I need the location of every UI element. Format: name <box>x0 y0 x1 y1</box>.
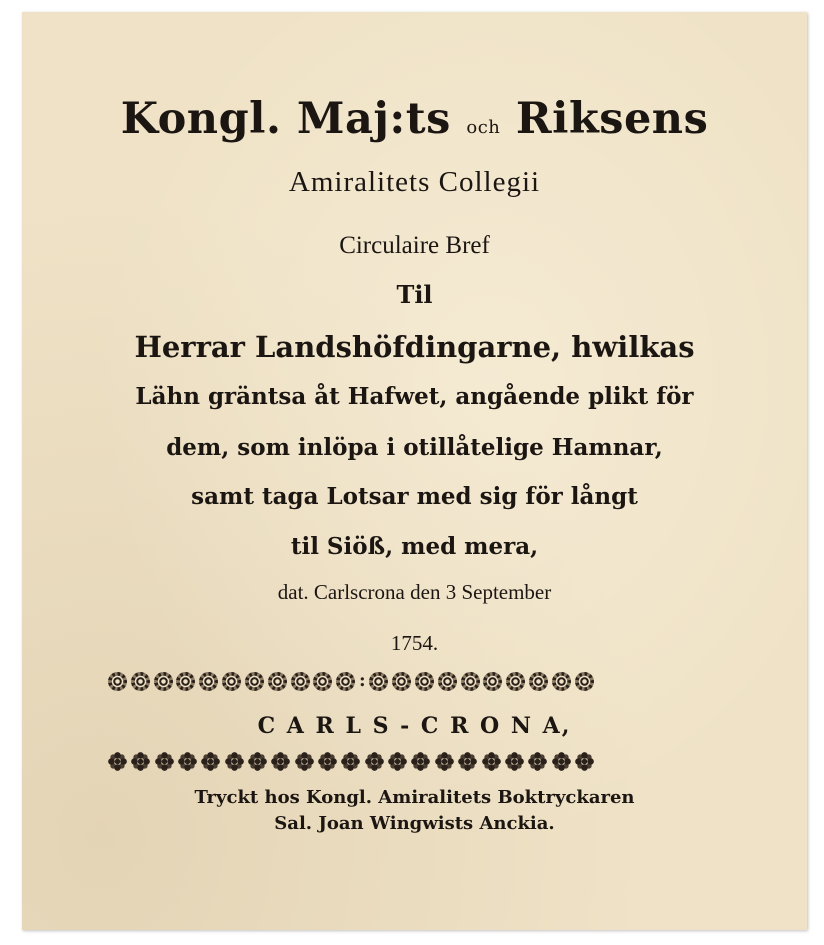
title-och: och <box>466 117 501 138</box>
fleuron-ornament <box>341 752 360 771</box>
imprint-line-2: Sal. Joan Wingwists Anckia. <box>274 813 555 834</box>
fleuron-ornament <box>154 672 173 691</box>
place-line: C A R L S - C R O N A, <box>257 713 572 739</box>
fleuron-ornament <box>176 672 195 691</box>
body-line-5: til Siöß, med mera, <box>290 533 539 560</box>
fleuron-ornament <box>108 672 127 691</box>
body-line-3: dem, som inlöpa i otillåtelige Hamnar, <box>166 434 663 461</box>
body-line-4: samt taga Lotsar med sig för långt <box>191 483 638 510</box>
til-line: Til <box>396 280 433 309</box>
ornament-separator: : <box>358 670 366 691</box>
fleuron-ornament <box>248 752 267 771</box>
body-line-2: Lähn gräntsa åt Hafwet, angående plikt för <box>135 383 694 410</box>
fleuron-ornament <box>392 672 411 691</box>
fleuron-ornament <box>411 752 430 771</box>
fleuron-ornament <box>528 752 547 771</box>
fleuron-ornament <box>415 672 434 691</box>
title-line <box>22 94 807 144</box>
fleuron-ornament <box>505 752 524 771</box>
fleuron-ornament <box>295 752 314 771</box>
fleuron-ornament <box>575 752 594 771</box>
fleuron-ornament <box>336 672 355 691</box>
dateline: dat. Carlscrona den 3 September <box>277 580 552 604</box>
fleuron-ornament <box>435 752 454 771</box>
title-part2: Riksens <box>515 94 709 144</box>
fleuron-ornament <box>365 752 384 771</box>
fleuron-ornament <box>108 752 127 771</box>
fleuron-ornament <box>458 752 477 771</box>
fleuron-ornament <box>225 752 244 771</box>
fleuron-ornament <box>482 752 501 771</box>
fleuron-ornament <box>575 672 594 691</box>
fleuron-ornament <box>552 752 571 771</box>
circulaire-line: Circulaire Bref <box>339 232 490 259</box>
fleuron-ornament <box>483 672 502 691</box>
fleuron-ornament <box>529 672 548 691</box>
fleuron-ornament <box>201 752 220 771</box>
fleuron-ornament <box>461 672 480 691</box>
fleuron-ornament <box>438 672 457 691</box>
fleuron-ornament <box>291 672 310 691</box>
body-line-1: Herrar Landshöfdingarne, hwilkas <box>134 330 695 364</box>
fleuron-ornament <box>318 752 337 771</box>
fleuron-ornament <box>313 672 332 691</box>
fleuron-ornament <box>222 672 241 691</box>
fleuron-ornament <box>388 752 407 771</box>
fleuron-ornament <box>178 752 197 771</box>
fleuron-ornament <box>552 672 571 691</box>
fleuron-ornament <box>369 672 388 691</box>
document-page <box>22 12 807 930</box>
ornament-rule-bottom <box>108 748 594 774</box>
fleuron-ornament <box>268 672 287 691</box>
title-part1: Kongl. Maj:ts <box>120 94 451 144</box>
fleuron-ornament <box>245 672 264 691</box>
subtitle: Amiralitets Collegii <box>288 166 541 198</box>
fleuron-ornament <box>131 752 150 771</box>
fleuron-ornament <box>271 752 290 771</box>
year: 1754. <box>390 631 439 655</box>
fleuron-ornament <box>155 752 174 771</box>
ornament-rule-top <box>108 668 594 694</box>
fleuron-ornament <box>199 672 218 691</box>
fleuron-ornament <box>506 672 525 691</box>
fleuron-ornament <box>131 672 150 691</box>
imprint-line-1: Tryckt hos Kongl. Amiralitets Boktryckaren <box>194 787 635 808</box>
